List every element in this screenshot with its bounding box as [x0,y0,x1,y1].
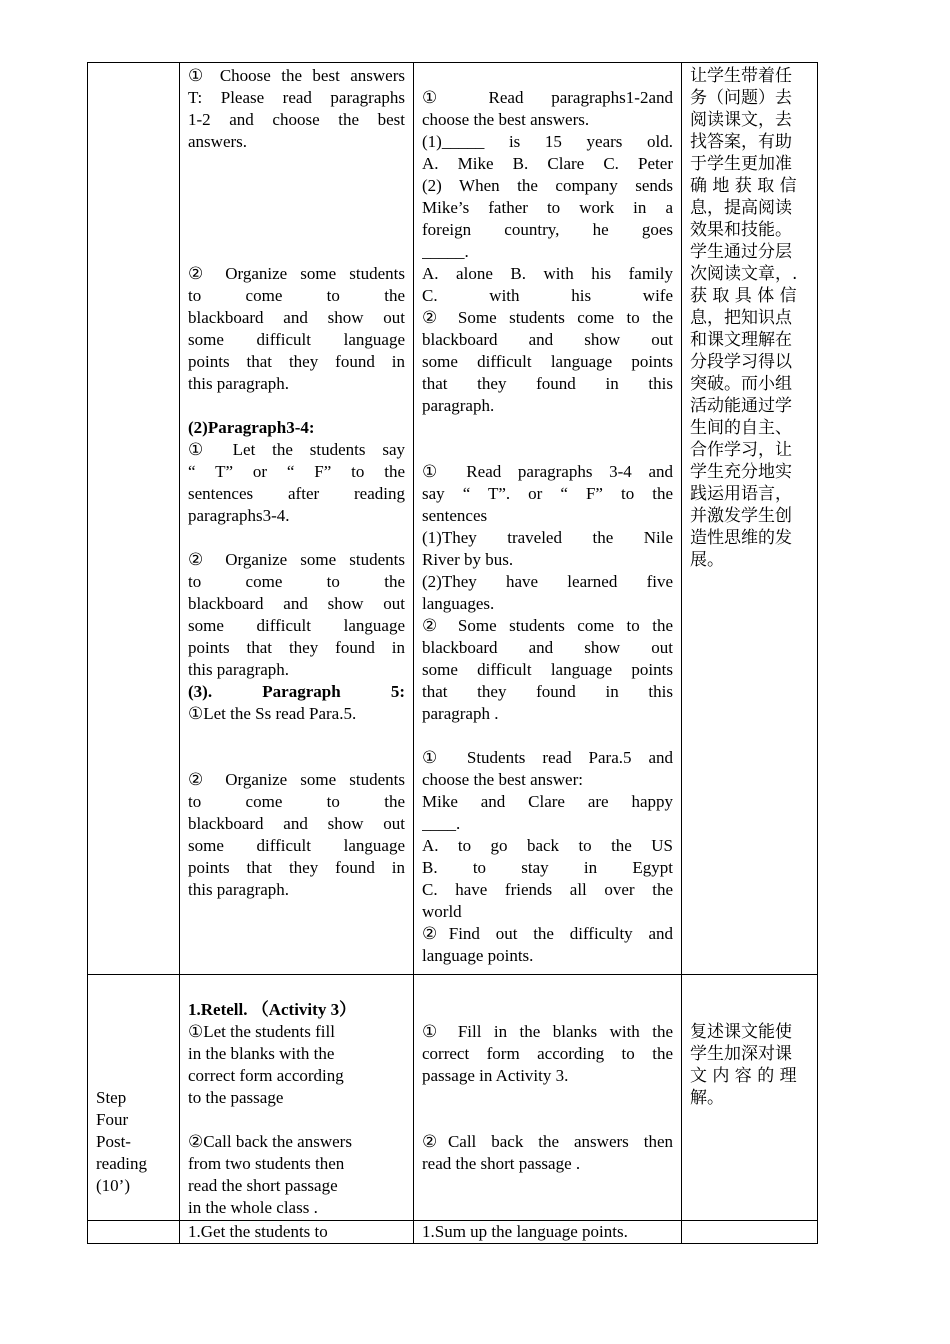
text-line: 突破。而小组 [690,374,792,394]
text-line: points that they found in [188,858,405,877]
text-line: blackboard and show out [188,814,405,833]
student-activities-cell [414,975,682,1221]
text-line: to come to the [188,286,405,305]
text-line: some difficult language points [422,660,673,679]
blank-line [422,1087,673,1109]
blank-line [188,977,405,999]
blank-line [188,395,405,417]
student-activities-lines [414,63,681,967]
text-line: languages. [422,594,495,613]
text-line: T: Please read paragraphs [188,88,405,107]
text-line: blackboard and show out [188,308,405,327]
blank-line [188,153,405,175]
teacher-activities-lines [180,975,413,1219]
text-line: 阅读课文，去 [690,110,792,130]
text-line: _____. [422,242,469,261]
blank-line [188,241,405,263]
text-line: say “ T”. or “ F” to the [422,484,673,503]
text-line: (1)They traveled the Nile [422,528,673,547]
text-line: Mike and Clare are happy [422,792,673,811]
blank-line [188,219,405,241]
design-purpose-cell [682,63,818,975]
text-line: to come to the [188,792,405,811]
text-line: 让学生带着任 [690,66,792,86]
text-line: 践运用语言， [690,484,792,504]
text-line: 学生加深对课 [690,1044,792,1064]
text-line: C. have friends all over the [422,880,673,899]
text-line: paragraph . [422,704,499,723]
text-line: ② Organize some students [188,550,405,569]
text-line: 1-2 and choose the best [188,110,405,129]
text-line: (2) When the company sends [422,176,673,195]
text-line: ② Organize some students [188,264,405,283]
blank-line [188,527,405,549]
text-line: paragraphs3-4. [188,506,290,525]
teacher-activities-cell [180,1221,414,1244]
step-cell-empty [88,1221,180,1244]
step-cell-empty [88,63,180,975]
blank-line [422,999,673,1021]
text-line: 生间的自主、 [690,418,792,438]
text-line: (2)They have learned five [422,572,673,591]
text-line: 次阅读文章，. [690,264,798,284]
text-line: points that they found in [188,352,405,371]
text-line: ____. [422,814,461,833]
text-line: ②Find out the difficulty and [422,924,673,943]
text-line: in the whole class . [188,1198,318,1217]
text-line: some difficult language points [422,352,673,371]
text-line: ① Students read Para.5 and [422,748,673,767]
text-line: ① Fill in the blanks with the [422,1022,673,1041]
post-reading-row [88,975,818,1221]
blank-line [422,977,673,999]
text-line: blackboard and show out [422,638,673,657]
text-line: Four [96,1110,129,1129]
teacher-activities-cell [180,63,414,975]
blank-line [422,1109,673,1131]
text-line: ① Read paragraphs 3-4 and [422,462,673,481]
text-line: points that they found in [188,638,405,657]
text-line: to the passage [188,1088,284,1107]
blank-line [422,417,673,439]
text-line: that they found in this [422,682,673,701]
text-line: world [422,902,462,921]
design-purpose-cell [682,975,818,1221]
teacher-activities-cell [180,975,414,1221]
text-line: 于学生更加准 [690,154,792,174]
text-line: B. to stay in Egypt [422,858,673,877]
text-line: 学生通过分层 [690,242,792,262]
text-line: choose the best answers. [422,110,590,129]
text-line: ② Some students come to the [422,308,673,327]
text-line: 复述课文能使 [690,1022,792,1042]
lesson-plan-table [87,62,818,1244]
teacher-activities-lines [180,1221,413,1243]
text-line: from two students then [188,1154,345,1173]
text-line: paragraph. [422,396,495,415]
text-line: sentences after reading [188,484,405,503]
text-line: Post- [96,1132,131,1151]
text-line: (2)Paragraph3-4: [188,418,315,437]
text-line: that they found in this [422,374,673,393]
text-line: read the short passage [188,1176,338,1195]
text-line: Mike’s father to work in a [422,198,673,217]
summary-row [88,1221,818,1244]
text-line: (1)_____ is 15 years old. [422,132,673,151]
design-purpose-lines [682,975,817,1109]
text-line: 1.Sum up the language points. [422,1222,628,1241]
text-line: A. Mike B. Clare C. Peter [422,154,673,173]
text-line: “ T” or “ F” to the [188,462,405,481]
text-line: 获 取 具 体 信 [690,286,797,306]
text-line: ① Read paragraphs1-2and [422,88,673,107]
text-line: ①Let the Ss read Para.5. [188,704,357,723]
text-line: ① Choose the best answers [188,66,405,85]
text-line: to come to the [188,572,405,591]
text-line: foreign country, he goes [422,220,673,239]
student-activities-lines [414,975,681,1175]
reading-row [88,63,818,975]
text-line: 解。 [690,1088,724,1108]
text-line: ② Some students come to the [422,616,673,635]
student-activities-cell [414,63,682,975]
text-line: language points. [422,946,534,965]
text-line: 和课文理解在 [690,330,792,350]
text-line: answers. [188,132,248,151]
blank-line [188,197,405,219]
text-line: 1.Get the students to [188,1222,328,1241]
text-line: ① Let the students say [188,440,405,459]
text-line: 效果和技能。 [690,220,792,240]
text-line: choose the best answer: [422,770,583,789]
text-line: in the blanks with the [188,1044,335,1063]
text-line: A. to go back to the US [422,836,673,855]
text-line: read the short passage . [422,1154,581,1173]
design-purpose-lines [682,63,817,571]
text-line: reading [96,1154,147,1173]
blank-line [422,65,673,87]
text-line: 展。 [690,550,724,570]
text-line: correct form according [188,1066,344,1085]
blank-line [422,439,673,461]
text-line: this paragraph. [188,374,290,393]
blank-line [188,747,405,769]
text-line: passage in Activity 3. [422,1066,569,1085]
blank-line [690,977,809,999]
design-purpose-cell-empty [682,1221,818,1244]
blank-line [188,725,405,747]
text-line: A. alone B. with his family [422,264,673,283]
student-activities-lines [414,1221,681,1243]
text-line: (3). Paragraph 5: [188,682,405,701]
step-label [88,975,179,1197]
text-line: 学生充分地实 [690,462,792,482]
text-line: 确 地 获 取 信 [690,176,797,196]
student-activities-cell [414,1221,682,1244]
blank-line [188,1109,405,1131]
teacher-activities-lines [180,63,413,901]
text-line: some difficult language [188,330,405,349]
text-line: (10’) [96,1176,130,1195]
text-line: 活动能通过学 [690,396,792,416]
blank-line [188,175,405,197]
text-line: ②Call back the answers then [422,1132,673,1151]
text-line: sentences [422,506,488,525]
text-line: C. with his wife [422,286,673,305]
text-line: this paragraph. [188,660,290,679]
blank-line [690,999,809,1021]
text-line: blackboard and show out [422,330,673,349]
text-line: 1.Retell. （Activity 3） [188,1000,357,1019]
text-line: ①Let the students fill [188,1022,335,1041]
step-cell [88,975,180,1221]
text-line: 息，提高阅读 [690,198,792,218]
text-line: 文 内 容 的 理 [690,1066,797,1086]
blank-line [422,725,673,747]
text-line: ② Organize some students [188,770,405,789]
text-line: correct form according to the [422,1044,673,1063]
text-line: some difficult language [188,836,405,855]
text-line: 找答案，有助 [690,132,792,152]
text-line: blackboard and show out [188,594,405,613]
text-line: 并激发学生创 [690,506,792,526]
text-line: some difficult language [188,616,405,635]
text-line: ②Call back the answers [188,1132,352,1151]
text-line: 造性思维的发 [690,528,792,548]
text-line: 分段学习得以 [690,352,792,372]
text-line: this paragraph. [188,880,290,899]
text-line: 合作学习，让 [690,440,792,460]
text-line: River by bus. [422,550,514,569]
text-line: 务（问题）去 [690,88,792,108]
text-line: 息，把知识点 [690,308,792,328]
text-line: Step [96,1088,127,1107]
